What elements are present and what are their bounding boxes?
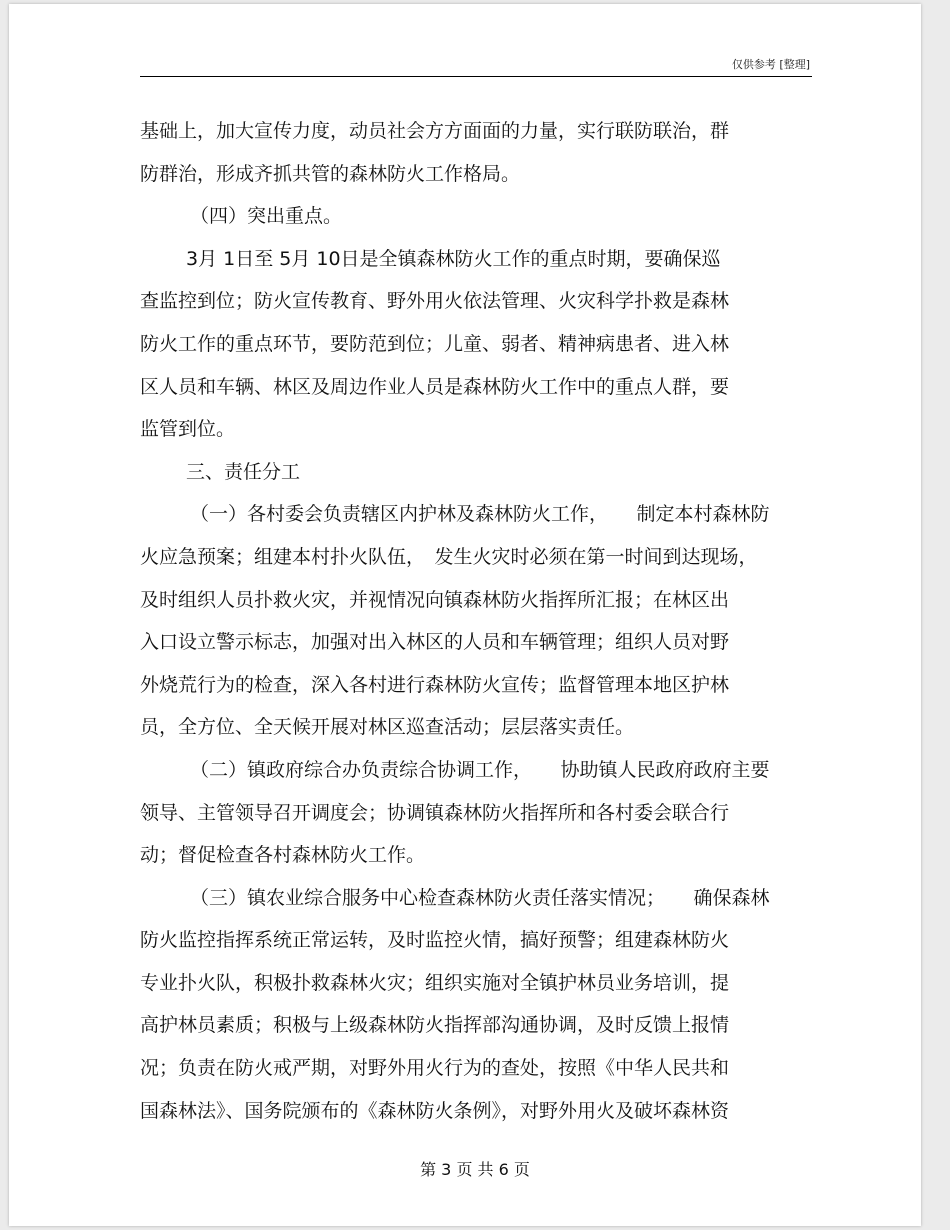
page-header: 仅供参考 [整理] — [731, 58, 810, 71]
paragraph-line: 区人员和车辆、林区及周边作业人员是森林防火工作中的重点人群，要 — [140, 375, 730, 398]
paragraph-line: 3月 1日至 5月 10日是全镇森林防火工作的重点时期，要确保巡 — [186, 247, 721, 270]
page-number: 第 3 页 共 6 页 — [420, 1160, 530, 1179]
document-body — [140, 110, 820, 1132]
paragraph-line: 入口设立警示标志，加强对出入林区的人员和车辆管理；组织人员对野 — [140, 631, 730, 654]
section-heading: （四）突出重点。 — [190, 205, 343, 228]
paragraph-line: 监管到位。 — [140, 418, 236, 441]
paragraph-line: 高护林员素质；积极与上级森林防火指挥部沟通协调，及时反馈上报情 — [140, 1014, 730, 1037]
paragraph-line: 专业扑火队，积极扑救森林火灾；组织实施对全镇护林员业务培训，提 — [140, 971, 730, 994]
paragraph-line: 领导、主管领导召开调度会；协调镇森林防火指挥所和各村委会联合行 — [140, 801, 730, 824]
header-divider — [140, 76, 812, 77]
paragraph-line: 国森林法》、国务院颁布的《森林防火条例》，对野外用火及破坏森林资 — [140, 1099, 730, 1122]
paragraph-line: 外烧荒行为的检查，深入各村进行森林防火宣传；监督管理本地区护林 — [140, 673, 730, 696]
paragraph-line: 防群治，形成齐抓共管的森林防火工作格局。 — [140, 162, 521, 185]
paragraph-line: （一）各村委会负责辖区内护林及森林防火工作， 制定本村森林防 — [190, 503, 770, 526]
section-heading: 三、责任分工 — [186, 460, 301, 483]
paragraph-line: 火应急预案；组建本村扑火队伍， 发生火灾时必须在第一时间到达现场， — [140, 545, 758, 568]
paragraph-line: 防火工作的重点环节，要防范到位；儿童、弱者、精神病患者、进入林 — [140, 332, 730, 355]
paragraph-line: 动；督促检查各村森林防火工作。 — [140, 844, 426, 867]
paragraph-line: （三）镇农业综合服务中心检查森林防火责任落实情况； 确保森林 — [190, 886, 770, 909]
paragraph-line: 基础上，加大宣传力度，动员社会方方面面的力量，实行联防联治，群 — [140, 120, 730, 142]
paragraph-line: 及时组织人员扑救火灾，并视情况向镇森林防火指挥所汇报；在林区出 — [140, 588, 730, 611]
paragraph-line: （二）镇政府综合办负责综合协调工作， 协助镇人民政府政府主要 — [190, 758, 770, 781]
paragraph-line: 防火监控指挥系统正常运转，及时监控火情，搞好预警；组建森林防火 — [140, 929, 730, 952]
paragraph-line: 员，全方位、全天候开展对林区巡查活动；层层落实责任。 — [140, 716, 635, 739]
paragraph-line: 况；负责在防火戒严期，对野外用火行为的查处，按照《中华人民共和 — [140, 1057, 730, 1080]
paragraph-line: 查监控到位；防火宣传教育、野外用火依法管理、火灾科学扑救是森林 — [140, 290, 730, 313]
